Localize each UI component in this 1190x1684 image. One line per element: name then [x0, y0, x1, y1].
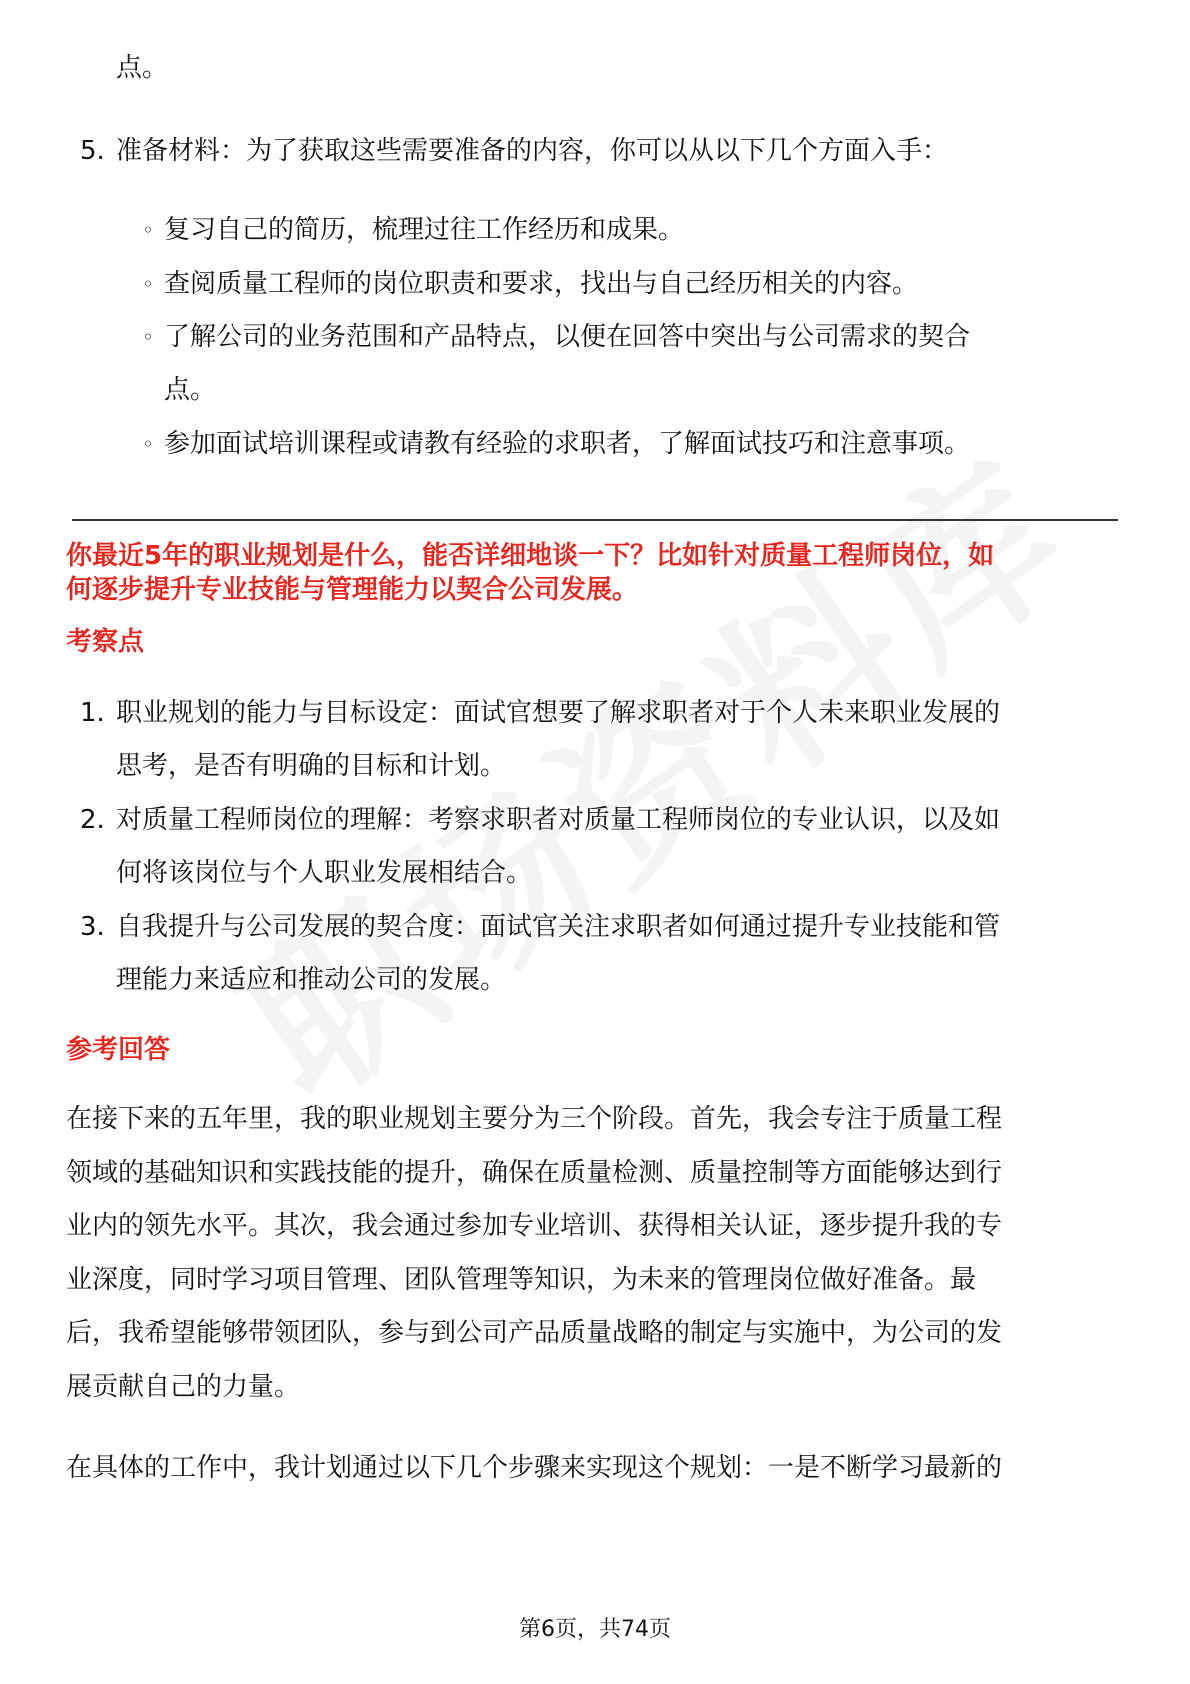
bullet-marker: ◦	[142, 325, 154, 349]
bullet-marker: ◦	[142, 218, 154, 242]
bullet-marker: ◦	[142, 432, 154, 456]
question-heading-line2: 何逐步提升专业技能与管理能力以契合公司发展。	[66, 575, 639, 605]
list-item-text: 准备材料：为了获取这些需要准备的内容，你可以从以下几个方面入手：	[116, 136, 949, 166]
bullet-item: 复习自己的简历，梳理过往工作经历和成果。	[164, 215, 685, 245]
question-heading: 你最近5年的职业规划是什么，能否详细地谈一下？比如针对质量工程师岗位，如	[66, 541, 995, 571]
bullet-item-continuation: 点。	[164, 375, 217, 405]
bullet-item: 了解公司的业务范围和产品特点，以便在回答中突出与公司需求的契合	[164, 322, 971, 352]
answer-line: 业内的领先水平。其次，我会通过参加专业培训、获得相关认证，逐步提升我的专	[66, 1211, 1003, 1241]
bullet-item: 参加面试培训课程或请教有经验的求职者，了解面试技巧和注意事项。	[164, 429, 971, 459]
section-divider	[72, 519, 1118, 521]
list-number: 2.	[80, 805, 105, 835]
point-text: 职业规划的能力与目标设定：面试官想要了解求职者对于个人未来职业发展的	[116, 698, 1001, 728]
answer-line: 展贡献自己的力量。	[66, 1372, 301, 1402]
list-number: 5.	[80, 136, 105, 166]
point-text-continuation: 思考，是否有明确的目标和计划。	[116, 751, 507, 781]
page-footer: 第6页，共74页	[519, 1617, 671, 1642]
section-title-kaochadian: 考察点	[66, 627, 145, 657]
bullet-item: 查阅质量工程师的岗位职责和要求，找出与自己经历相关的内容。	[164, 269, 919, 299]
answer-line: 在接下来的五年里，我的职业规划主要分为三个阶段。首先，我会专注于质量工程	[66, 1104, 1003, 1134]
continuation-text: 点。	[116, 53, 169, 83]
answer-line: 后，我希望能够带领团队，参与到公司产品质量战略的制定与实施中，为公司的发	[66, 1318, 1003, 1348]
point-text-continuation: 何将该岗位与个人职业发展相结合。	[116, 858, 533, 888]
answer-line: 在具体的工作中，我计划通过以下几个步骤来实现这个规划：一是不断学习最新的	[66, 1453, 1003, 1483]
answer-line: 业深度，同时学习项目管理、团队管理等知识，为未来的管理岗位做好准备。最	[66, 1265, 977, 1295]
answer-line: 领域的基础知识和实践技能的提升，确保在质量检测、质量控制等方面能够达到行	[66, 1158, 1003, 1188]
list-number: 1.	[80, 698, 105, 728]
point-text-continuation: 理能力来适应和推动公司的发展。	[116, 965, 507, 995]
point-text: 对质量工程师岗位的理解：考察求职者对质量工程师岗位的专业认识，以及如	[116, 805, 1001, 835]
list-number: 3.	[80, 912, 105, 942]
section-title-answer: 参考回答	[66, 1035, 171, 1065]
bullet-marker: ◦	[142, 272, 154, 296]
point-text: 自我提升与公司发展的契合度：面试官关注求职者如何通过提升专业技能和管	[116, 912, 1001, 942]
